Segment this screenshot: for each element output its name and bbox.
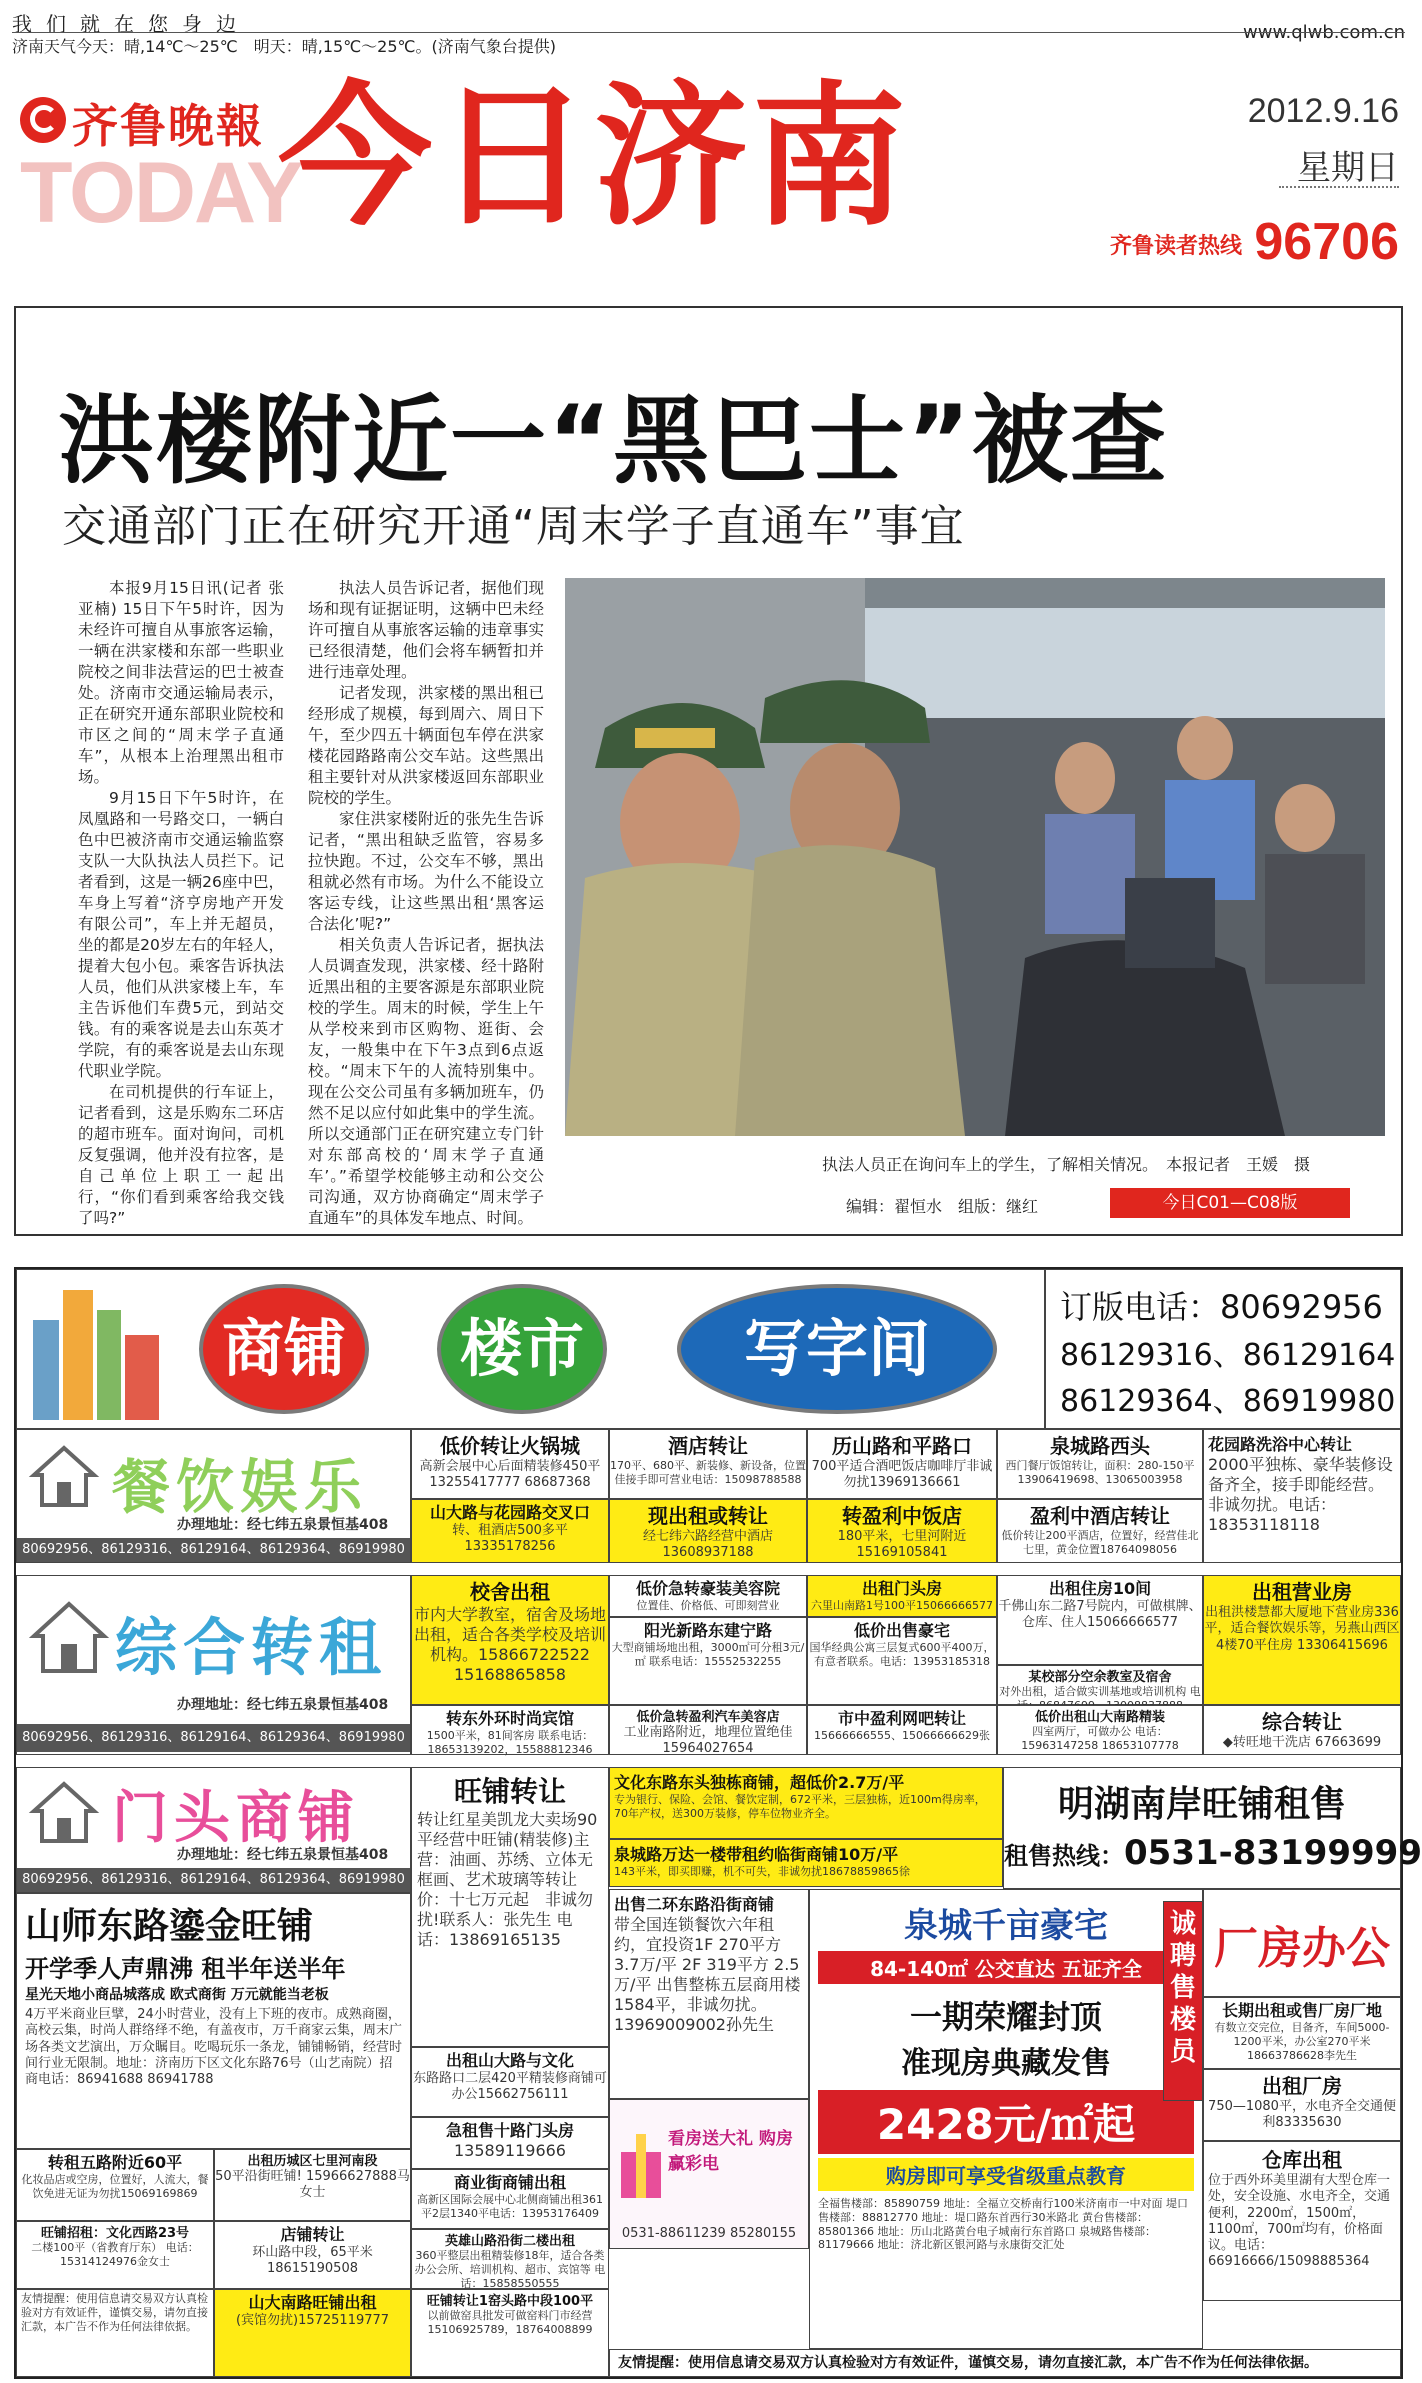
subheadline: 交通部门正在研究开通“周末学子直通车”事宜 (62, 501, 965, 552)
ad-item: 某校部分空余教室及宿舍 对外出租，适合做实训基地或培训机构 电 (997, 1665, 1203, 1705)
phone-label: 订版电话： (1060, 1288, 1221, 1326)
ad-item: 店铺转让 环山路中段，65平米18615190508 (214, 2221, 411, 2289)
ad-item: 出租厂房 750—1080平，水电齐全交通便利83335630 (1203, 2069, 1401, 2141)
hotline-number: 96706 (1254, 213, 1399, 271)
ad-item: 厂房办公 (1203, 1889, 1401, 1997)
today-wordmark: TODAY (20, 145, 302, 241)
ad-item: 低价出租山大南路精装 四室两厅，可做办公 电话：15963147258 18653107778 (997, 1705, 1203, 1755)
banner-shops: 商铺 (199, 1284, 369, 1414)
banner-offices: 写字间 (677, 1284, 997, 1414)
photo-caption: 执法人员正在询问车上的学生，了解相关情况。 本报记者 王媛 摄 (822, 1155, 1311, 1174)
ad-item: 市中盈利网吧转让 15666666555、15066666629张 (807, 1705, 997, 1755)
ad-item: 出租历城区七里河南段 50平沿街旺铺! 15966627888马女士 (214, 2149, 411, 2221)
ad-item: 旺铺招租：文化西路23号 二楼100平（省教育厅东） 电话：15314124976金女士 (16, 2221, 214, 2289)
phone-number[interactable]: 0531-83199999 (1124, 1833, 1422, 1873)
article-paragraph: 在司机提供的行车证上，记者看到，这是乐购东二环店的超市班车。面对询问，司机反复强调，他并没有拉客，是自己单位上职工一起出行，“你们看到乘客给我交钱了吗?” (78, 1083, 284, 1227)
article-paragraph: 本报9月15日讯(记者 张亚楠) 15日下午5时许，因为未经许可擅自从事旅客运输，一辆在洪家楼和东部一些职业院校之间非法营运的巴士被查处。济南市交通运输局表示，正在研究开通东部职业院校和市区之间的“周末学子直通车”，从根本上治理黑出租市场。 (78, 579, 284, 786)
ad-item: 出租住房10间 千佛山东二路7号院内，可做棋牌、仓库、住人15066666577 (997, 1575, 1203, 1665)
divider (12, 32, 1405, 33)
category-label: 综合转租 (115, 1611, 388, 1684)
top-bar (12, 8, 1405, 56)
ad-item: 阳光新路东建宁路 大型商铺场地出租，3000㎡可分租3元/㎡ 联系电话：15552532255 (609, 1617, 807, 1705)
ad-item: 综合转让 ◆转旺地干洗店 67663699 (1203, 1705, 1401, 1755)
city-buildings-icon (23, 1280, 173, 1420)
subscription-phones (1045, 1269, 1401, 1429)
ad-item: 泉城路西头 西门餐厅饭馆转让，面积：280-150平13906419698、13065003958 (997, 1429, 1203, 1499)
article-paragraph: 相关负责人告诉记者，据执法人员调查发现，洪家楼、经十路附近黑出租的主要客源是东部职业院校的学生。周末的时候，学生上午从学校来到市区购物、逛街、会友，一般集中在下午3点到6点返校。“周末下午的人流特别集中。现在公交公司虽有多辆加班车，仍然不足以应付如此集中的学生流。所以交通部门正在研究建立专门针对东部高校的‘周末学子直通车’。”希望学校能够主动和公交公司沟通，双方协商确定“周末学子直通车”的具体发车地点、时间。 (308, 936, 544, 1227)
divider (1279, 186, 1399, 188)
ad-item: 文化东路东头独栋商铺，超低价2.7万/平 专为银行、保险、会馆、餐饮定制，672平米，三层独栋，近100m得房率，70年产权，送300万装修，停车位物业齐全。 (609, 1767, 1003, 1839)
ad-item: 泉城路万达一楼带租约临街商铺10万/平 143平米，即买即赚，机不可失，非诚勿扰18678859865徐 (609, 1839, 1003, 1887)
gift-icon (616, 2124, 666, 2204)
ad-item: 出售二环东路沿街商铺 带全国连锁餐饮六年租约，宜投资1F 270平方 3.7万/平 2F 319平方 2.5万/平 出售整栋五层商用楼1584平，非诚勿扰。13969009002孙先生 (609, 1889, 809, 2099)
category-label: 餐饮娱乐 (112, 1453, 369, 1521)
ad-item: 山师东路鎏金旺铺 开学季人声鼎沸 租半年送半年 星光天地小商品城落成 欧式商街 万元就能当老板 4万平米商业巨擘，24小时营业，没有上下班的夜市。成熟商圈，高校云集，时尚人群络绎不绝，有盖夜市，万千商家云集，周末广场各类文艺演出，万众瞩目。吃喝玩乐一条龙，铺铺畅销，经营时间行业无限制。地址：济南历下区文化东路76号（山艺南院）招商电话：86941688 86941788 (16, 1893, 411, 2149)
category-phones: 80692956、86129316、86129164、86129364、86919980 (17, 1868, 410, 1892)
weather-line: 济南天气今天：晴,14℃～25℃ 明天：晴,15℃～25℃。(济南气象台提供) (12, 37, 556, 56)
category-dining (16, 1429, 411, 1563)
phone-number[interactable]: 80692956 (1220, 1288, 1383, 1326)
ad-item: 出租营业房 出租洪楼慧都大厦地下营业房336平，适合餐饮娱乐等，另燕山西区4楼70平住房 13306415696 (1203, 1575, 1401, 1705)
ad-item: 急租售十路门头房 13589119666 (411, 2117, 609, 2169)
notice-small: 友情提醒：使用信息请交易双方认真检验对方有效证件，谨慎交易，请勿直接汇款，本广告不作为任何法律依据。 (16, 2289, 214, 2377)
recruit-badge: 诚聘售楼员 (1163, 1901, 1203, 2101)
phone-number[interactable]: 86129316、86129164 (1060, 1338, 1396, 1373)
section-jump[interactable]: 今日C01—C08版 (1110, 1188, 1350, 1218)
ad-item: 低价急转豪装美容院 位置佳、价格低、可即刻营业 (609, 1575, 807, 1617)
ad-item: 转东外环时尚宾馆 1500平米，81间客房 联系电话：18653139202，15588812346 (411, 1705, 609, 1755)
ad-item: 旺铺转让1窑头路中段100平 以前做窑具批发可做窑料门市经营 15106925789，18764008899 (411, 2289, 609, 2377)
category-storefront (16, 1767, 411, 1893)
ad-item: 出租门头房 六里山南路1号100平15066666577 (807, 1575, 997, 1617)
house-icon (29, 1776, 99, 1846)
article-column-1 (78, 578, 284, 1229)
category-address: 办理地址：经七纬五泉景恒基408 (177, 1697, 389, 1713)
ad-item: 英雄山路沿街二楼出租 360平整层出租精装修18年，适合各类办公会所、培训机构、超市、宾馆等 电话：15858550555 (411, 2229, 609, 2289)
phone-number[interactable]: 86129364、86919980 (1060, 1384, 1396, 1419)
house-icon (29, 1596, 109, 1676)
ad-item: 明湖南岸旺铺租售 租售热线：0531-83199999 (1003, 1767, 1401, 1889)
ad-item: 酒店转让 170平、680平、新装修、新设备，位置佳接手即可营业电话：15098788588 (609, 1429, 807, 1499)
website-url[interactable]: www.qlwb.com.cn (1243, 22, 1405, 43)
article-column-2 (308, 578, 544, 1229)
ad-item: 现出租或转让 经七纬六路经营中酒店13608937188 (609, 1499, 807, 1563)
article-paragraph: 记者发现，洪家楼的黑出租已经形成了规模，每到周六、周日下午，至少四五十辆面包车停在洪家楼花园路路南公交车站。这些黑出租主要针对从洪家楼返回东部职业院校的学生。 (308, 684, 544, 807)
ad-item: 旺铺转让 转让红星美凯龙大卖场90平经营中旺铺(精装修)主营：油画、苏绣、立体无框画、艺术玻璃等转让价：十七万元起 非诚勿扰!联系人：张先生 电话：13869165135 (411, 1767, 609, 2047)
ad-item: 山大南路旺铺出租 (宾馆勿扰)15725119777 (214, 2289, 411, 2377)
ad-item: 转租五路附近60平 化妆品店或空房，位置好，人流大，餐饮免进无证为勿扰15069169869 (16, 2149, 214, 2221)
issue-weekday: 星期日 (1297, 148, 1399, 188)
editor-credit: 编辑：翟恒水 组版：继红 (846, 1197, 1039, 1216)
headline: 洪楼附近一“黑巴士”被查 (58, 385, 1169, 497)
newspaper-logo-icon (20, 97, 66, 143)
house-icon (29, 1440, 99, 1510)
ad-banner (16, 1269, 1045, 1429)
classified-ads (14, 1267, 1422, 2379)
bus-interior-photo-illustration (565, 578, 1385, 1136)
ad-item: 转盈利中饭店 180平米，七里河附近15169105841 (807, 1499, 997, 1563)
issue-date: 2012.9.16 (1247, 92, 1399, 130)
ad-item: 盈利中酒店转让 低价转让200平酒店，位置好，经营佳北七里，黄金位置18764098056 (997, 1499, 1203, 1563)
banner-property: 楼市 (437, 1284, 607, 1414)
news-photo (565, 578, 1385, 1136)
hotline-label: 齐鲁读者热线 (1109, 234, 1242, 259)
property-ad: 泉城千亩豪宅 84-140㎡ 公交直达 五证齐全 一期荣耀封顶 准现房典藏发售 2428元/㎡起 购房即可享受省级重点教育 全福售楼部：85890759 地址：全福立交桥南行100米济南市一中对面 堤口售楼部：88812770 地址：堤口路东首西行30米路北 黄台售楼部：85801366 地址：历山北路黄台电子城南行东首路口 泉城路售楼部：81179666 地址：济北新区银河路与永康街交汇处 (809, 1889, 1203, 2349)
category-address: 办理地址：经七纬五泉景恒基408 (177, 1517, 389, 1533)
ad-item: 看房送大礼 购房赢彩电 0531-88611239 85280155 (609, 2099, 809, 2249)
category-label: 门头商铺 (112, 1785, 360, 1851)
article-paragraph: 家住洪家楼附近的张先生告诉记者，“黑出租缺乏监管，容易多拉快跑。不过，公交车不够，黑出租就必然有市场。为什么不能设立客运专线，让这些黑出租‘黑客运合法化’呢?” (308, 810, 544, 933)
ad-item: 花园路洗浴中心转让 2000平独栋、豪华装修设备齐全，接手即能经营。非诚勿扰。电话：18353118118 (1203, 1429, 1401, 1563)
category-phones: 80692956、86129316、86129164、86129364、86919980 (17, 1538, 410, 1562)
ad-item: 低价急转盈利汽车美容店 工业南路附近，地理位置绝佳15964027654 (609, 1705, 807, 1755)
ad-item: 校舍出租 市内大学教室，宿舍及场地出租，适合各类学校及培训机构。15866722522 15168865858 (411, 1575, 609, 1705)
phone-number[interactable]: 0531-88611239 85280155 (621, 2225, 797, 2241)
category-address: 办理地址：经七纬五泉景恒基408 (177, 1847, 389, 1863)
ad-item: 仓库出租 位于西外环美里湖有大型仓库一处，安全设施、水电齐全，交通便利，2200㎡，1500㎡，1100㎡，700㎡均有，价格面议。电话：66916666/15098885364 (1203, 2141, 1401, 2301)
ad-item: 商业街商铺出租 高新区国际会展中心北侧商铺出租361平2层1340平电话：13953176409 (411, 2169, 609, 2229)
ad-item: 历山路和平路口 700平适合酒吧饭店咖啡厅非诚勿扰13969136661 (807, 1429, 997, 1499)
article-paragraph: 执法人员告诉记者，据他们现场和现有证据证明，这辆中巴未经许可擅自从事旅客运输的违章事实已经很清楚，他们会将车辆暂扣并进行违章处理。 (308, 579, 544, 681)
ad-item: 低价出售豪宅 国华经典公寓三层复式600平400万，有意者联系。电话：13953185318 (807, 1617, 997, 1705)
notice-bar: 友情提醒：使用信息请交易双方认真检验对方有效证件，谨慎交易，请勿直接汇款，本广告不作为任何法律依据。 (609, 2349, 1401, 2377)
newspaper-name: 齐鲁晚報 (72, 99, 264, 153)
page-title: 今日济南 (278, 66, 911, 247)
motto: 我们就在您身边 (12, 12, 250, 36)
category-phones: 80692956、86129316、86129164、86129364、86919980 (17, 1724, 410, 1752)
ad-item: 出租山大路与文化 东路路口二层420平精装修商铺可办公15662756111 (411, 2047, 609, 2117)
category-sublet (16, 1575, 411, 1755)
article-paragraph: 9月15日下午5时许，在凤凰路和一号路交口，一辆白色中巴被济南市交通运输监察支队一大队执法人员拦下。记者看到，这是一辆26座中巴，车身上写着“济亨房地产开发有限公司”，车上并无超员，坐的都是20岁左右的年轻人，提着大包小包。乘客告诉执法人员，他们从洪家楼上车，车主告诉他们车费5元，到站交钱。有的乘客说是去山东英才学院，有的乘客说是去山东现代职业学院。 (78, 789, 284, 1080)
ad-item: 长期出租或售厂房厂地 有数立交完位，目备齐，车间5000-1200平米，办公室270平米 18663786628李先生 (1203, 1997, 1401, 2069)
ad-item: 山大路与花园路交叉口 转、租酒店500多平13335178256 (411, 1499, 609, 1563)
ad-item: 低价转让火锅城 高新会展中心后面精装修450平13255417777 68687368 (411, 1429, 609, 1499)
